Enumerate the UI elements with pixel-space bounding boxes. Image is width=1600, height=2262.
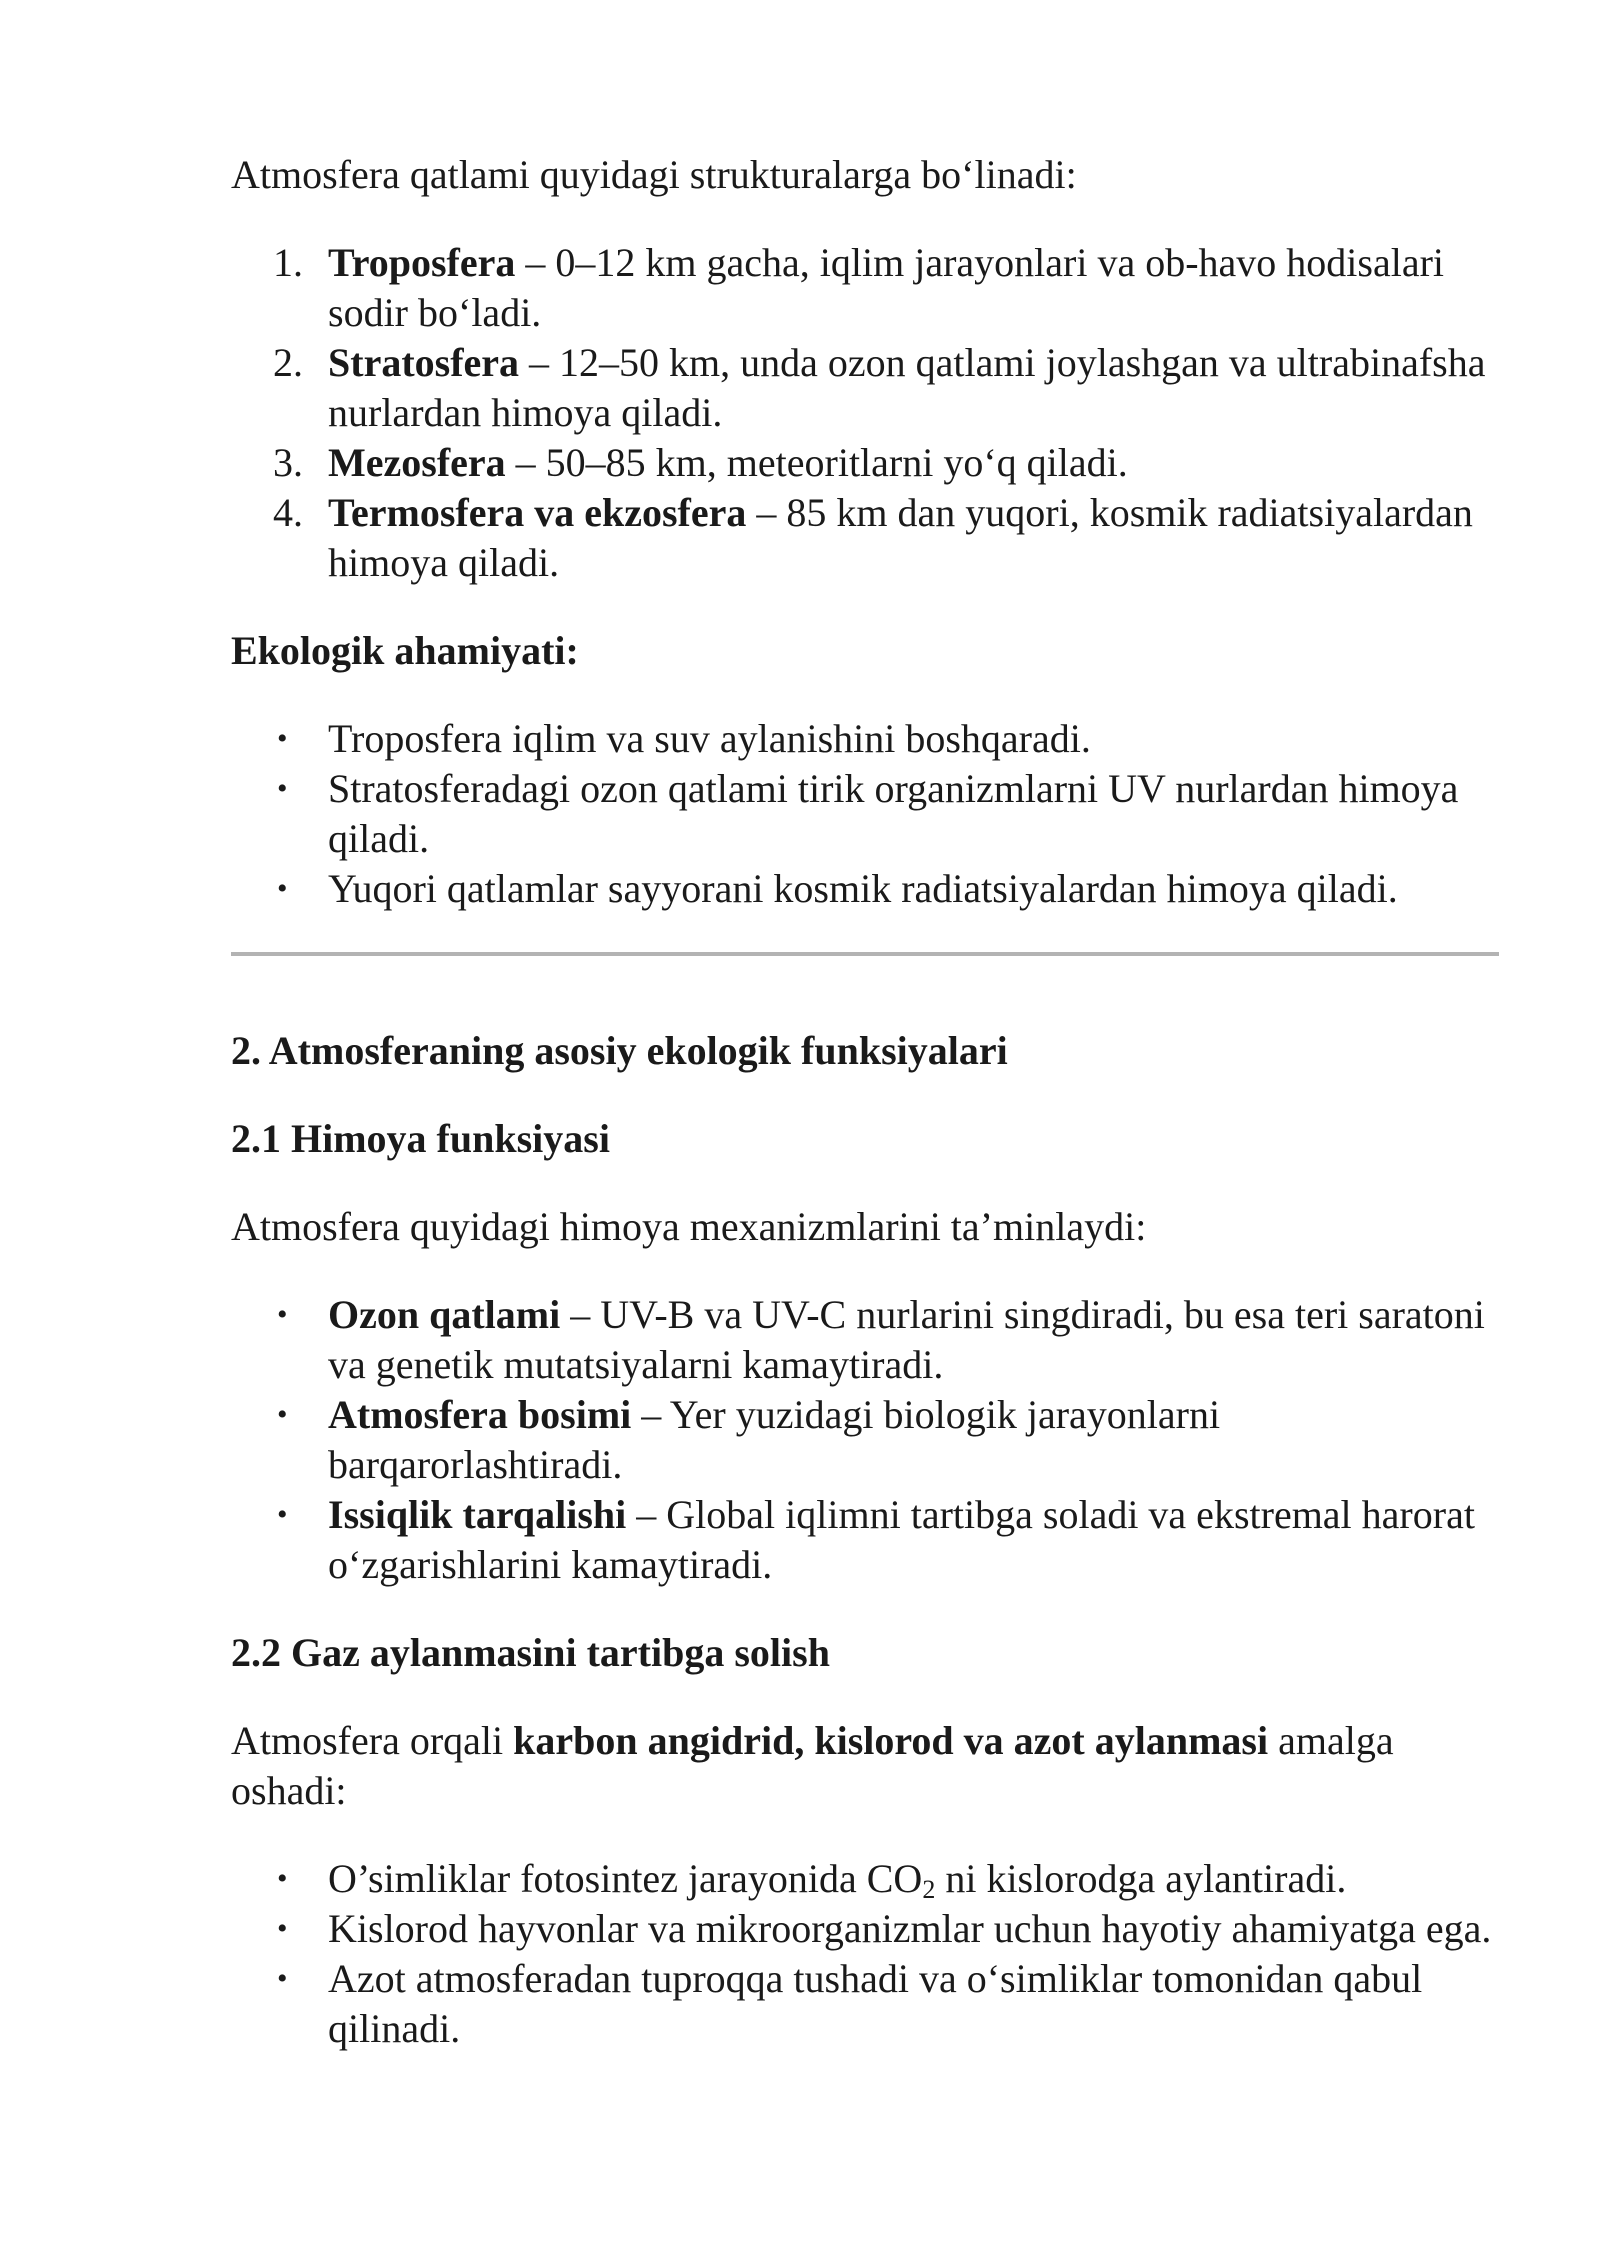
list-number: 4. [273, 490, 303, 535]
layer-description: – 12–50 km, unda ozon qatlami joylashgan va ultrabinafsha nurlardan himoya qiladi. [328, 340, 1486, 435]
list-item-text-end: ni kislorodga aylantiradi. [935, 1856, 1347, 1901]
list-item [231, 1904, 1499, 1954]
protection-intro: Atmosfera quyidagi himoya mexanizmlarini ta’minlaydi: [231, 1204, 1147, 1249]
list-item [231, 488, 1499, 588]
layers-intro: Atmosfera qatlami quyidagi strukturalarga bo‘linadi: [231, 152, 1077, 197]
bullet-icon: • [277, 1962, 288, 1995]
list-item-text: Stratosferadagi ozon qatlami tirik organizmlarni UV nurlardan himoya qiladi. [328, 766, 1459, 861]
bullet-icon: • [277, 1398, 288, 1431]
bullet-icon: • [277, 1298, 288, 1331]
layer-term: Stratosfera [328, 340, 520, 385]
list-number: 3. [273, 440, 303, 485]
intro-bold-text: karbon angidrid, kislorod va azot aylanmasi [513, 1718, 1269, 1763]
gas-cycle-list [231, 1854, 1499, 2054]
gas-cycle-intro [231, 1716, 1499, 1816]
list-item-text: Yuqori qatlamlar sayyorani kosmik radiatsiyalardan himoya qiladi. [328, 866, 1398, 911]
item-term: Issiqlik tarqalishi [328, 1492, 627, 1537]
list-item [231, 764, 1499, 864]
subscript: 2 [922, 1875, 936, 1904]
layer-description: – 85 km dan yuqori, kosmik radiatsiyalardan himoya qiladi. [328, 490, 1473, 585]
list-item [231, 864, 1499, 914]
list-number: 2. [273, 340, 303, 385]
bullet-icon: • [277, 1498, 288, 1531]
list-item [231, 1954, 1499, 2054]
list-item [231, 1390, 1499, 1490]
list-item [231, 714, 1499, 764]
bullet-icon: • [277, 872, 288, 905]
item-description: – UV-B va UV-C nurlarini singdiradi, bu esa teri saratoni va genetik mutatsiyalarni kamaytiradi. [328, 1292, 1485, 1387]
list-item-text: Azot atmosferadan tuproqqa tushadi va o‘simliklar tomonidan qabul qilinadi. [328, 1956, 1423, 2051]
eco-heading: Ekologik ahamiyati: [231, 628, 579, 673]
list-item [231, 238, 1499, 338]
bullet-icon: • [277, 1862, 288, 1895]
list-item-text: O’simliklar fotosintez jarayonida CO [328, 1856, 923, 1901]
subsection-heading-protection: 2.1 Himoya funksiyasi [231, 1116, 610, 1161]
intro-text-end: amalga oshadi: [231, 1718, 1394, 1813]
atmosphere-layers-list [231, 238, 1499, 588]
list-item [231, 438, 1499, 488]
document-page [231, 150, 1499, 2054]
layer-description: – 50–85 km, meteoritlarni yo‘q qiladi. [505, 440, 1128, 485]
layer-term: Termosfera va ekzosfera [328, 490, 747, 535]
bullet-icon: • [277, 772, 288, 805]
item-term: Ozon qatlami [328, 1292, 561, 1337]
list-item-text: Kislorod hayvonlar va mikroorganizmlar uchun hayotiy ahamiyatga ega. [328, 1906, 1492, 1951]
list-item-text: Troposfera iqlim va suv aylanishini boshqaradi. [328, 716, 1091, 761]
item-description: – Global iqlimni tartibga soladi va ekstremal harorat o‘zgarishlarini kamaytiradi. [328, 1492, 1475, 1587]
horizontal-divider [231, 952, 1499, 956]
layer-term: Troposfera [328, 240, 516, 285]
layer-description: – 0–12 km gacha, iqlim jarayonlari va ob-havo hodisalari sodir bo‘ladi. [328, 240, 1445, 335]
list-item [231, 1290, 1499, 1390]
section-heading: 2. Atmosferaning asosiy ekologik funksiyalari [231, 1028, 1008, 1073]
item-term: Atmosfera bosimi [328, 1392, 632, 1437]
list-item [231, 1490, 1499, 1590]
item-description: – Yer yuzidagi biologik jarayonlarni barqarorlashtiradi. [328, 1392, 1221, 1487]
bullet-icon: • [277, 722, 288, 755]
intro-text: Atmosfera orqali [231, 1718, 514, 1763]
eco-list [231, 714, 1499, 914]
protection-list [231, 1290, 1499, 1590]
list-item [231, 338, 1499, 438]
layer-term: Mezosfera [328, 440, 506, 485]
subsection-heading-gas-cycle: 2.2 Gaz aylanmasini tartibga solish [231, 1630, 830, 1675]
list-item [231, 1854, 1499, 1904]
bullet-icon: • [277, 1912, 288, 1945]
list-number: 1. [273, 240, 303, 285]
